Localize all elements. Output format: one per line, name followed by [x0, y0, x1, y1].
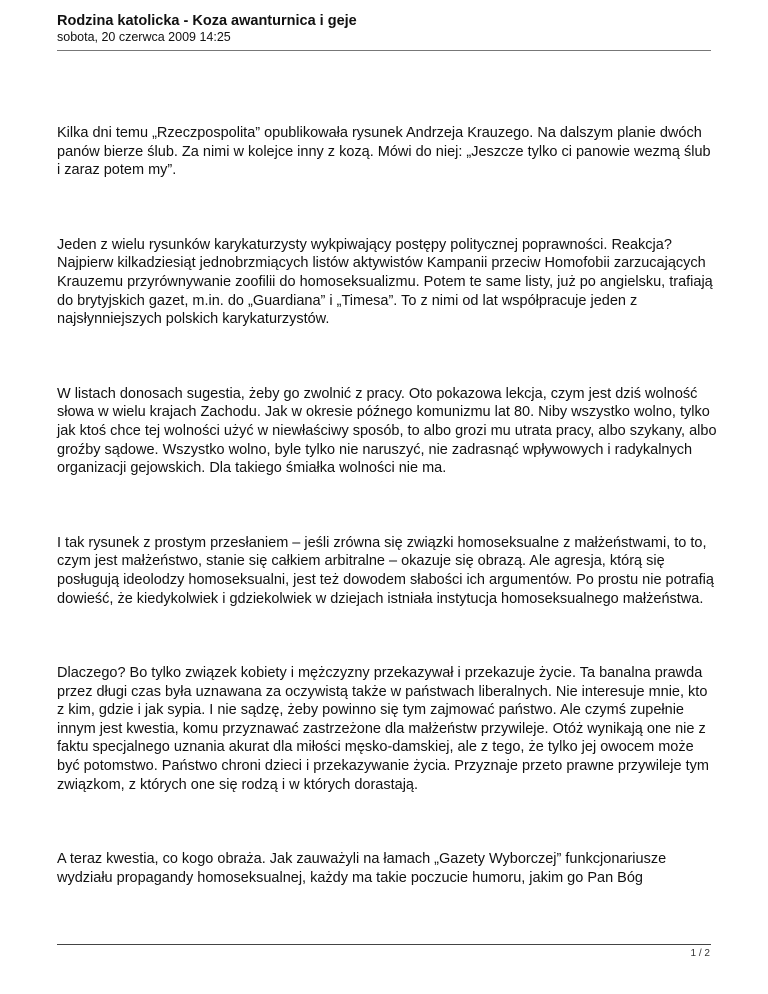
document-title: Rodzina katolicka - Koza awanturnica i geje: [57, 13, 357, 29]
article-body: [57, 124, 717, 887]
document-header: [57, 13, 717, 45]
article-paragraph: A teraz kwestia, co kogo obraża. Jak zauważyli na łamach „Gazety Wyborczej” funkcjonariusze wydziału propagandy homoseksualnej, każdy ma takie poczucie humoru, jakim go Pan Bóg: [57, 851, 667, 886]
article-paragraph: W listach donosach sugestia, żeby go zwolnić z pracy. Oto pokazowa lekcja, czym jest dziś wolność słowa w wielu krajach Zachodu. Jak w okresie późnego komunizmu lat 80. Niby wszystko wolno, tylko jak ktoś chce tej wolności użyć w niewłaściwy sposób, to albo grozi mu utrata pracy, albo szykany, albo groźby sądowe. Wszystko wolno, byle tylko nie naruszyć, nie zadrasnąć wpływowych i radykalnych organizacji gejowskich. Dla takiego śmiałka wolności nie ma.: [57, 385, 717, 477]
article-paragraph: I tak rysunek z prostym przesłaniem – jeśli zrówna się związki homoseksualne z małżeństwami, to to, czym jest małżeństwo, stanie się całkiem arbitralne – okazuje się obrazą. Ale agresja, którą się posługują ideolodzy homoseksualni, jest też dowodem słabości ich argumentów. Po prostu nie potrafią dowieść, że kiedykolwiek i gdziekolwiek w dziejach istniała instytucja homoseksualnego małżeństwa.: [57, 534, 714, 607]
page-number: 1 / 2: [690, 948, 710, 959]
header-divider: [57, 50, 711, 51]
article-paragraph: Jeden z wielu rysunków karykaturzysty wykpiwający postępy politycznej poprawności. Reakcja? Najpierw kilkadziesiąt jednobrzmiących listów aktywistów Kampanii przeciw Homofobii zarzucających Krauzemu przyrównywanie zoofilii do homoseksualizmu. Potem te same listy, już po angielsku, trafiają do brytyjskich gazet, m.in. do „Guardiana” i „Timesa”. To z nimi od lat współpracuje jeden z najsłynniejszych polskich karykaturzystów.: [57, 236, 713, 328]
footer-divider: [57, 944, 711, 945]
article-paragraph: Dlaczego? Bo tylko związek kobiety i mężczyzny przekazywał i przekazuje życie. Ta banalna prawda przez długi czas była uznawana za oczywistą także w państwach liberalnych. Nie interesuje mnie, kto z kim, gdzie i jak sypia. I nie sądzę, żeby powinno się tym zajmować państwo. Ale czymś zupełnie innym jest kwestia, komu przyznawać zastrzeżone dla małżeństw przywileje. Otóż wynikają one nie z faktu specjalnego uznania akurat dla miłości męsko-damskiej, ale z tego, że tylko jej owocem może być potomstwo. Państwo chroni dzieci i przekazywanie życia. Przyznaje przeto prawne przywileje tym związkom, z których one się rodzą i w których dorastają.: [57, 665, 709, 793]
article-paragraph: Kilka dni temu „Rzeczpospolita” opublikowała rysunek Andrzeja Krauzego. Na dalszym planie dwóch panów bierze ślub. Za nimi w kolejce inny z kozą. Mówi do niej: „Jeszcze tylko ci panowie wezmą ślub i zaraz potem my”.: [57, 125, 711, 179]
document-date: sobota, 20 czerwca 2009 14:25: [57, 30, 231, 44]
